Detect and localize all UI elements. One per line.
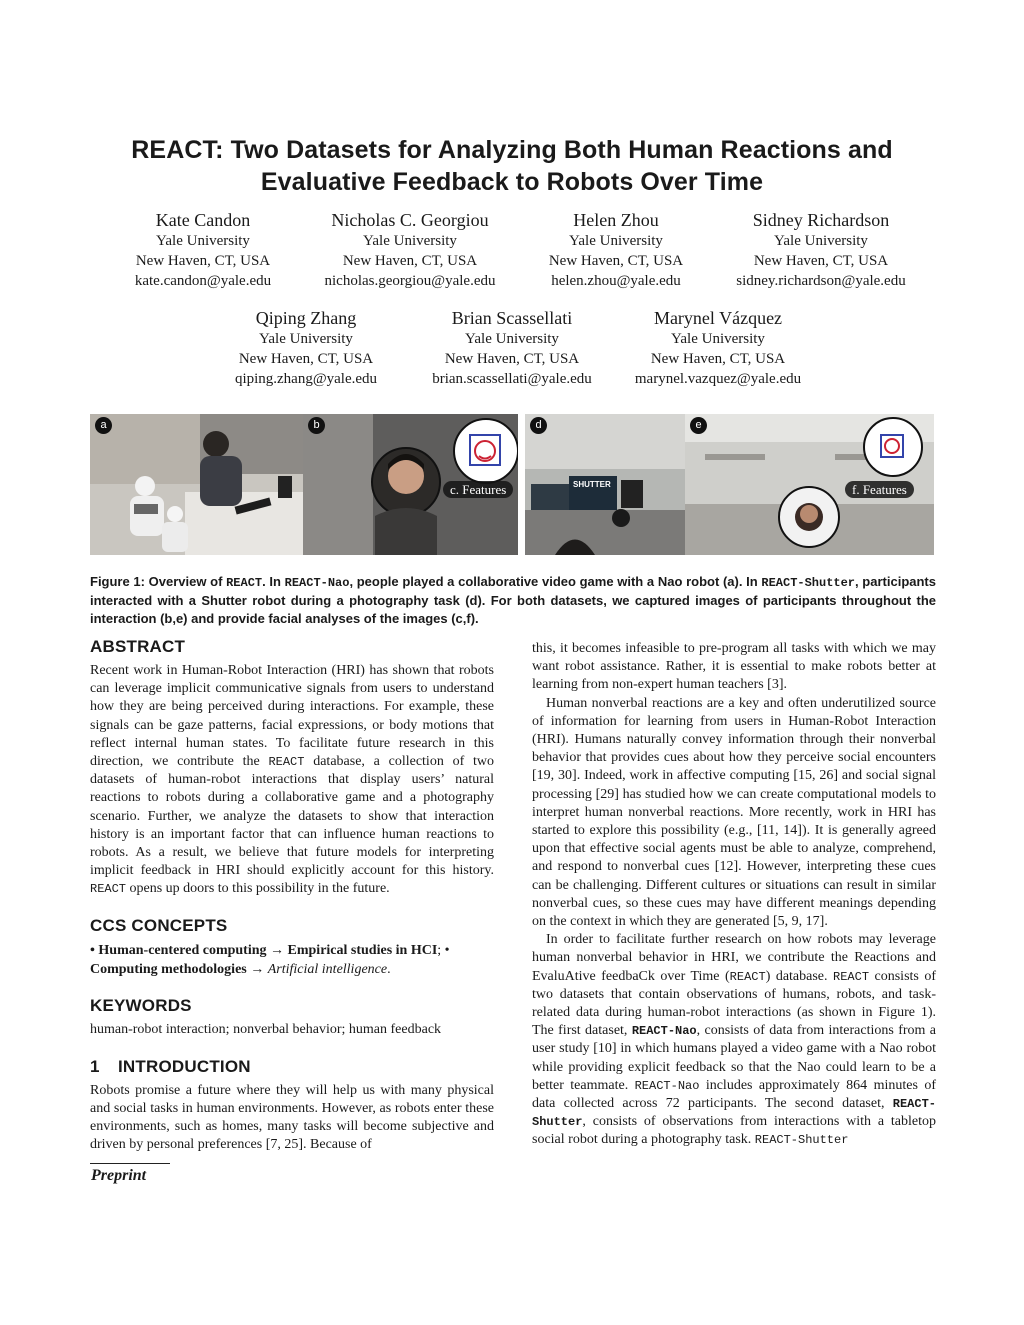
author-email[interactable]: brian.scassellati@yale.edu [432, 371, 592, 387]
ccs-end: . [387, 961, 391, 977]
intro-paragraph-2: Human nonverbal reactions are a key and often underutilized source of information for learning from users in Human-Robot Interaction (HRI). Humans naturally convey information through their nonverbal behavior that provides cues about how they perceive social encounters [19, 30]. Indeed, work in affective computing [15, 26] and social signal processing [29] has studied how we can create computational models to interpret human nonverbal reactions. More recently, work in HRI has started to explore this possibility (e.g., [11, 14]). It is generally agreed upon that effective social agents must be able to analyze, comprehend, and respond to nonverbal cues [12]. However, interpreting these cues can be challenging. Different cultures or situations can result in similar nonverbal cues, so these cues may have different meanings depending on the context in which they are generated [5, 9, 17]. [532, 695, 936, 930]
intro-paragraph-3 [532, 931, 936, 1149]
paper-title [60, 134, 964, 198]
ccs-concept-3: Artificial intelligence [267, 961, 388, 977]
ccs-concept-1: • Human-centered computing → Empirical studies in HCI [90, 942, 438, 958]
author-block [701, 209, 941, 291]
photo-panel-d [525, 414, 685, 555]
author-block [392, 307, 632, 389]
abstract-part: opens up doors to this possibility in the future. [126, 881, 390, 897]
section-number: 1 [90, 1056, 100, 1076]
author-email[interactable]: sidney.richardson@yale.edu [736, 273, 906, 289]
left-column [90, 636, 494, 1155]
author-affiliation: Yale University [774, 233, 868, 249]
caption-react-shutter: REACT-Shutter [761, 576, 856, 590]
intro-react: REACT [833, 969, 870, 984]
ccs-concept-2: Computing methodologies [90, 961, 247, 977]
intro-part: , consists of observations from interactions with a tabletop social robot during a photography task. [532, 1114, 936, 1148]
author-location: New Haven, CT, USA [238, 351, 374, 367]
author-affiliation: Yale University [156, 233, 250, 249]
caption-text: . In [262, 574, 285, 589]
intro-react-nao: REACT-Nao [631, 1024, 697, 1039]
author-email[interactable]: kate.candon@yale.edu [134, 273, 272, 289]
intro-left-text: Robots promise a future where they will help us with many physical and social tasks in human environments. However, as robots enter these environments, such as homes, many tasks will become subjective and driven by personal preferences [7, 25]. Because of [90, 1082, 494, 1153]
author-name: Nicholas C. Georgiou [331, 210, 489, 230]
figure-caption [90, 573, 936, 628]
author-name: Sidney Richardson [752, 210, 890, 230]
author-location: New Haven, CT, USA [342, 253, 478, 269]
author-location: New Haven, CT, USA [444, 351, 580, 367]
caption-react-nao: REACT-Nao [284, 576, 350, 590]
caption-text: Figure 1: Overview of [90, 574, 227, 589]
abstract-part: Recent work in Human-Robot Interaction (HRI) has shown that robots can leverage implicit communicative signals from users to understand how they are being perceived during interactions. For example, these signals can be gaze patterns, facial expressions, or body motions that reflect internal human states. To facilitate future research in this direction, we contribute the [90, 663, 494, 770]
author-email[interactable]: marynel.vazquez@yale.edu [634, 371, 802, 387]
author-affiliation: Yale University [465, 331, 559, 347]
intro-react-shutter: REACT-Shutter [532, 1097, 936, 1130]
intro-react: REACT [729, 969, 766, 984]
keywords-text: human-robot interaction; nonverbal behavior; human feedback [90, 1021, 442, 1037]
section-title: INTRODUCTION [118, 1056, 251, 1076]
author-location: New Haven, CT, USA [135, 253, 271, 269]
author-block [598, 307, 838, 389]
intro-react-nao: REACT-Nao [634, 1078, 700, 1093]
panel-label-e: e [690, 417, 707, 434]
intro-part: In order to facilitate further research on how robots may leverage human nonverbal behavior in HRI, we contribute the Reactions and EvaluAtive feedbaCk over Time ( [532, 932, 936, 984]
ccs-heading: CCS CONCEPTS [90, 915, 228, 935]
author-block [290, 209, 530, 291]
panel-label-d: d [530, 417, 547, 434]
abstract-react: REACT [268, 755, 305, 770]
title-line-2: Evaluative Feedback to Robots Over Time [260, 168, 764, 196]
nao-study-photo [90, 414, 303, 555]
intro-part: includes approximately 864 minutes of data collected across 72 participants. The second dataset, [532, 1077, 936, 1112]
abstract-react: REACT [90, 882, 127, 897]
intro-part: consists of two datasets that contain observations of humans, robots, and task-related data during human-robot interactions (as shown in Figure 1). The first dataset, [532, 968, 936, 1039]
author-affiliation: Yale University [259, 331, 353, 347]
ccs-sep: ; • [437, 942, 450, 958]
features-label-f: f. Features [845, 481, 914, 498]
caption-text: , participants interacted with a Shutter robot during a photography task (d). For both datasets, we captured images of participants throughout the interaction (b,e) and provide facial analyses of the images (c,f). [90, 574, 936, 626]
photo-panel-b [303, 414, 518, 555]
shutter-screen-text: SHUTTER [573, 480, 611, 489]
intro-part: ) database. [765, 968, 834, 984]
author-location: New Haven, CT, USA [650, 351, 786, 367]
title-line-1: REACT: Two Datasets for Analyzing Both Human Reactions and [131, 136, 893, 164]
abstract-heading: ABSTRACT [90, 637, 186, 656]
intro-heading [90, 1056, 494, 1078]
footnote-rule [90, 1163, 170, 1164]
ccs-arrow: → [246, 961, 268, 977]
preprint-label: Preprint [91, 1167, 147, 1184]
author-name: Kate Candon [155, 210, 251, 230]
author-location: New Haven, CT, USA [548, 253, 684, 269]
author-affiliation: Yale University [363, 233, 457, 249]
photo-panel-a [90, 414, 303, 555]
author-location: New Haven, CT, USA [753, 253, 889, 269]
photo-panel-e [685, 414, 934, 555]
author-name: Marynel Vázquez [653, 308, 783, 328]
intro-part: , consists of data from interactions from a user study [10] in which humans played a video game with a Nao robot while providing explicit feedback so that the Nao could learn to be a better teammate. [532, 1023, 936, 1093]
figure-1 [90, 414, 934, 555]
author-block [83, 209, 323, 291]
author-block [496, 209, 736, 291]
author-affiliation: Yale University [671, 331, 765, 347]
panel-label-b: b [308, 417, 325, 434]
author-block [186, 307, 426, 389]
panel-label-a: a [95, 417, 112, 434]
author-affiliation: Yale University [569, 233, 663, 249]
abstract-part: database, a collection of two datasets of human-robot interactions that display users’ natural reactions to robots during a collaborative game and a photography scenario. Further, we analyze the datasets to show that interaction history is an important factor that can influence human reactions to robots. As a result, we believe that future models for interpreting implicit feedback in HRI should explicitly account for this history. [90, 754, 494, 879]
author-email[interactable]: helen.zhou@yale.edu [551, 273, 681, 289]
ccs-text [90, 941, 494, 979]
author-email[interactable]: nicholas.georgiou@yale.edu [324, 273, 496, 289]
caption-react: REACT [226, 576, 263, 590]
caption-text: , people played a collaborative video game with a Nao robot (a). In [349, 574, 762, 589]
intro-react-shutter: REACT-Shutter [754, 1133, 849, 1148]
right-column [532, 640, 936, 1150]
intro-paragraph-1: this, it becomes infeasible to pre-program all tasks with which we may want robot assistance. Rather, it is essential to make robots better at learning from non-expert human teachers [3]. [532, 641, 936, 693]
abstract-text [90, 662, 494, 899]
features-label-c: c. Features [443, 481, 513, 498]
author-name: Helen Zhou [573, 210, 659, 230]
author-name: Qiping Zhang [255, 308, 357, 328]
keywords-heading: KEYWORDS [90, 995, 192, 1015]
author-name: Brian Scassellati [451, 308, 573, 328]
author-email[interactable]: qiping.zhang@yale.edu [234, 371, 378, 387]
